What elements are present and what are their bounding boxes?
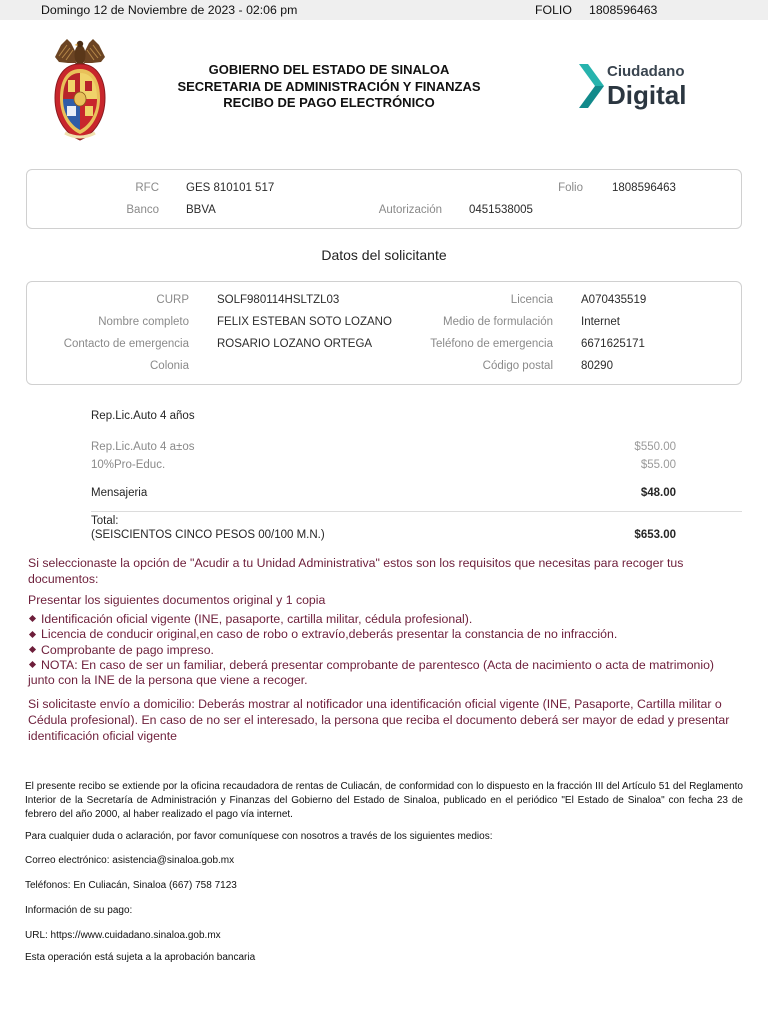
license-label: Licencia xyxy=(510,294,553,306)
contact-email: Correo electrónico: asistencia@sinaloa.gob.mx xyxy=(25,855,235,866)
requirement-item xyxy=(28,627,744,642)
folio-number: 1808596463 xyxy=(589,3,658,17)
neighborhood-label: Colonia xyxy=(150,360,189,372)
requirement-text: Comprobante de pago impreso. xyxy=(41,642,214,657)
bullet-diamond-icon xyxy=(29,646,36,653)
concept-heading: Rep.Lic.Auto 4 años xyxy=(91,410,195,422)
logo-text-digital: Digital xyxy=(607,80,687,110)
requirements-list xyxy=(28,612,744,688)
coat-of-arms-icon xyxy=(52,36,108,142)
postal-code-value: 80290 xyxy=(581,360,613,372)
total-in-words: (SEISCIENTOS CINCO PESOS 00/100 M.N.) xyxy=(91,529,325,541)
bank-label: Banco xyxy=(126,204,159,216)
concept-item-amount: $55.00 xyxy=(640,459,676,471)
payment-url: URL: https://www.cuidadano.sinaloa.gob.mx xyxy=(25,930,221,941)
bank-value: BBVA xyxy=(186,204,216,216)
postal-code-label: Código postal xyxy=(482,360,553,372)
folio-card-label: Folio xyxy=(558,182,583,194)
title-line-receipt: RECIBO DE PAGO ELECTRÓNICO xyxy=(223,95,435,110)
issue-datetime: Domingo 12 de Noviembre de 2023 - 02:06 pm xyxy=(41,3,298,17)
title-line-government: GOBIERNO DEL ESTADO DE SINALOA xyxy=(208,62,450,77)
ciudadano-digital-logo xyxy=(576,60,696,112)
total-label: Total: xyxy=(91,515,119,527)
receipt-footer xyxy=(25,780,743,965)
pickup-intro: Si seleccionaste la opción de "Acudir a tu Unidad Administrativa" estos son los requisitos que necesitas para recoger tus documentos: xyxy=(28,556,684,586)
legal-notice: El presente recibo se extiende por la oficina recaudadora de rentas de Culiacán, de conformidad con lo dispuesto en la fracción III del Artículo 51 del Reglamento Interior de la Secretaría de Administración y Finanzas del Gobierno del Estado de Sinaloa, publicado en el periódico "El Estado de Sinaloa" con fecha 23 de febrero del año 2000, al haber realizado el pago vía internet. xyxy=(25,781,743,820)
rfc-value: GES 810101 517 xyxy=(186,182,275,194)
channel-label: Medio de formulación xyxy=(443,316,553,328)
emergency-contact-label: Contacto de emergencia xyxy=(63,338,189,350)
curp-label: CURP xyxy=(156,294,189,306)
rfc-label: RFC xyxy=(135,182,159,194)
authorization-value: 0451538005 xyxy=(469,204,533,216)
pickup-instructions xyxy=(28,555,744,744)
requirement-text: Licencia de conducir original,en caso de robo o extravío,deberás presentar la constancia de no infracción. xyxy=(41,627,618,642)
curp-value: SOLF980114HSLTZL03 xyxy=(217,294,340,306)
channel-value: Internet xyxy=(581,316,620,328)
chevron-right-icon xyxy=(576,60,608,112)
emergency-contact-value: ROSARIO LOZANO ORTEGA xyxy=(217,338,373,350)
total-amount: $653.00 xyxy=(634,529,676,541)
bullet-diamond-icon xyxy=(29,615,36,622)
document-title xyxy=(129,62,529,112)
emergency-phone-value: 6671625171 xyxy=(581,338,645,350)
payment-info-heading: Información de su pago: xyxy=(25,905,133,916)
bullet-diamond-icon xyxy=(29,631,36,638)
payment-details-card xyxy=(26,169,742,229)
applicant-card xyxy=(26,281,742,385)
concept-item-amount: $550.00 xyxy=(634,441,676,453)
applicant-section-title: Datos del solicitante xyxy=(321,247,447,263)
bank-approval-note: Esta operación está sujeta a la aprobación bancaria xyxy=(25,952,256,963)
requirement-text: NOTA: En caso de ser un familiar, deberá presentar comprobante de parentesco (Acta de nacimiento o acta de matrimonio) junto con la INE de la persona que viene a recoger. xyxy=(28,657,715,688)
top-bar xyxy=(0,0,768,20)
full-name-label: Nombre completo xyxy=(98,316,189,328)
folio-label: FOLIO xyxy=(535,3,572,17)
contact-intro: Para cualquier duda o aclaración, por favor comuníquese con nosotros a través de los siguientes medios: xyxy=(25,831,493,842)
shipping-label: Mensajeria xyxy=(91,487,148,499)
license-value: A070435519 xyxy=(581,294,647,306)
requirement-item xyxy=(28,658,744,689)
requirement-item xyxy=(28,643,744,658)
shield-center xyxy=(74,92,86,106)
authorization-label: Autorización xyxy=(378,204,442,216)
concept-item-label: 10%Pro-Educ. xyxy=(91,459,166,471)
requirement-item xyxy=(28,612,744,627)
shipping-amount: $48.00 xyxy=(640,487,676,499)
emergency-phone-label: Teléfono de emergencia xyxy=(430,338,553,350)
folio-card-value: 1808596463 xyxy=(612,182,676,194)
home-delivery-note: Si solicitaste envío a domicilio: Deberás mostrar al notificador una identificación oficial vigente (INE, Pasaporte, Cartilla militar o Cédula profesional). En caso de no ser el interesado, la persona que reciba el documento deberá ser mayor de edad y presentar identificación oficial vigente xyxy=(28,697,730,744)
full-name-value: FELIX ESTEBAN SOTO LOZANO xyxy=(217,316,392,328)
bullet-diamond-icon xyxy=(29,661,36,668)
total-divider xyxy=(91,511,742,512)
requirement-text: Identificación oficial vigente (INE, pasaporte, cartilla militar, cédula profesional). xyxy=(41,612,473,626)
title-line-secretariat: SECRETARIA DE ADMINISTRACIÓN Y FINANZAS xyxy=(177,78,481,94)
documents-intro: Presentar los siguientes documentos original y 1 copia xyxy=(28,593,326,607)
concept-item-label: Rep.Lic.Auto 4 a±os xyxy=(91,441,195,453)
contact-phones: Teléfonos: En Culiacán, Sinaloa (667) 758 7123 xyxy=(25,880,237,891)
logo-text-ciudadano: Ciudadano xyxy=(607,63,685,80)
